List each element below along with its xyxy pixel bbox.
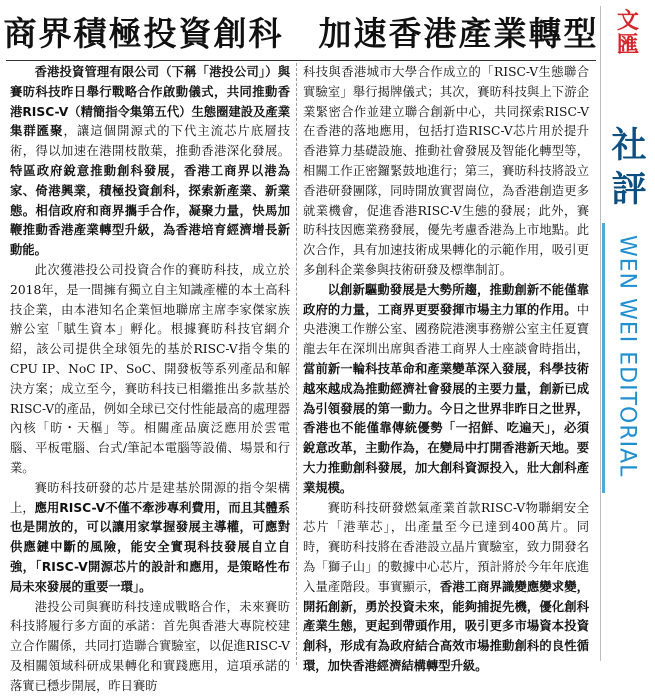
paragraph bbox=[10, 479, 290, 598]
editorial-english-label: WEN WEI EDITORIAL bbox=[614, 234, 640, 478]
body-text: 此次獲港投公司投資合作的賽昉科技，成立於2018年，是一間擁有獨立自主知識產權的本土高科技企業，由本港知名企業恒地聯席主席李家傑家族辦公室「賦生資本」孵化。根據賽昉科技官網介紹，該公司提供全球領先的基於RISC-V指令集的CPU IP、NoC IP、SoC、開發板等系列產品和解決方案；成立至今，賽昉科技已相繼推出多款基於RISC-V的產品，例如全球已交付性能最高的處理器內核「昉・天樞」等。相關產品廣泛應用於雲電腦、平板電腦、台式/筆記本電腦等設備、場景和行業。 bbox=[10, 262, 290, 475]
column-divider bbox=[296, 63, 297, 665]
sidebar-divider bbox=[600, 6, 601, 661]
body-text: 中央港澳工作辦公室、國務院港澳事務辦公室主任夏寶龍去年在深圳出席與香港工商界人士座談會時指出， bbox=[303, 302, 589, 357]
paragraph bbox=[10, 598, 290, 697]
wenwei-logo bbox=[606, 10, 650, 58]
bold-text: 香港工商界識變應變求變，開拓創新，勇於投資未來，能夠捕捉先機，優化創科產業生態，更起到帶頭作用，吸引更多市場資本投資創科，形成有為政府結合高效市場推動創科的良性循環，加快香港經濟結構轉型升級。 bbox=[303, 579, 589, 673]
bold-text: 應用RISC-V不僅不牽涉專利費用，而且其體系也是開放的，可以讓用家掌握發展主導權，可應對供應鏈中斷的風險，能安全實現科技發展自立自強，「RISC-V開源芯片的設計和應用，是策略性布局未來發展的重要一環」。 bbox=[10, 500, 290, 594]
page-headline: 商界積極投資創科 加速香港產業轉型 bbox=[3, 13, 599, 53]
body-text: 賽昉科技研發燃氣產業首款RISC-V物聯網安全芯片「港華芯」，出產量至今已達到400萬片。同時，賽昉科技將在香港設立晶片實驗室，致力開發名為「獅子山」的數據中心芯片，預計將於今年年底進入量產階段。事實顯示， bbox=[303, 500, 589, 594]
body-text: ，讓這個開源式的下代主流芯片底層技術，得以加速在港開枝散葉，推動香港深化發展。 bbox=[10, 124, 290, 159]
editorial-char: 評 bbox=[611, 169, 647, 210]
right-column bbox=[303, 63, 589, 673]
editorial-char: 社 bbox=[611, 125, 647, 166]
paragraph bbox=[303, 63, 589, 281]
left-column bbox=[10, 63, 290, 693]
paragraph bbox=[10, 261, 290, 479]
body-text: 科技與香港城市大學合作成立的「RISC-V生態聯合實驗室」舉行揭牌儀式；其次，賽昉科技與上下游企業緊密合作並建立聯合創新中心，共同探索RISC-V在香港的落地應用，包括打造RISC-V芯片用於提升香港算力基礎設施、推動社會發展及智能化轉型等，相關工作正密鑼緊鼓地進行；第三，賽昉科技將設立香港研發團隊，同時開放實習崗位，為香港創造更多就業機會，促進香港RISC-V生態的發展；此外，賽昉科技因應業務發展，優先考慮香港為上市地點。此次合作，具有加速技術成果轉化的示範作用，吸引更多創科企業參與技術研發及標準制訂。 bbox=[303, 65, 589, 277]
body-text: 賽昉科技研發的芯片是建基於開源的指令架構上， bbox=[10, 480, 290, 515]
bold-text: 香港投資管理有限公司（下稱「港投公司」）與賽昉科技昨日舉行戰略合作啟動儀式，共同推動香港RISC-V（精簡指令集第五代）生態圈建設及產業集群匯聚 bbox=[10, 65, 290, 139]
bold-text: 當前新一輪科技革命和產業變革深入發展，科學技術越來越成為推動經濟社會發展的主要力量，創新已成為引領發展的第一動力。今日之世界非昨日之世界，香港也不能僅靠傳統優勢「一招鮮、吃遍天」，必須銳意改革，主動作為，在變局中打開香港新天地。要大力推動創科發展，加大創科資源投入，壯大創科產業規模。 bbox=[303, 361, 589, 495]
logo-char: 匯 bbox=[616, 33, 639, 58]
editorial-title bbox=[604, 124, 654, 212]
body-text: 港投公司與賽昉科技達成戰略合作，未來賽昉科技將履行多方面的承諾：首先與香港大專院校建立合作關係，共同打造聯合實驗室，以促進RISC-V及相關領域科研成果轉化和實踐應用，這項承諾的落實已穩步開展，昨日賽昉 bbox=[10, 599, 290, 693]
paragraph bbox=[10, 63, 290, 261]
accent-bar bbox=[602, 223, 605, 493]
paragraph bbox=[303, 281, 589, 499]
logo-char: 文 bbox=[616, 9, 639, 34]
paragraph bbox=[303, 499, 589, 677]
headline-rule bbox=[6, 60, 596, 61]
bold-text: 以創新驅動發展是大勢所趨，推動創新不能僅靠政府的力量，工商界更要發揮市場主力軍的作用。 bbox=[303, 282, 589, 317]
bold-text: 特區政府銳意推動創科發展，香港工商界以港為家、倚港興業，積極投資創科，探索新產業、新業態。相信政府和商界攜手合作，凝聚力量，快馬加鞭推動香港產業轉型升級，為香港培育經濟增長新動能。 bbox=[10, 163, 290, 258]
